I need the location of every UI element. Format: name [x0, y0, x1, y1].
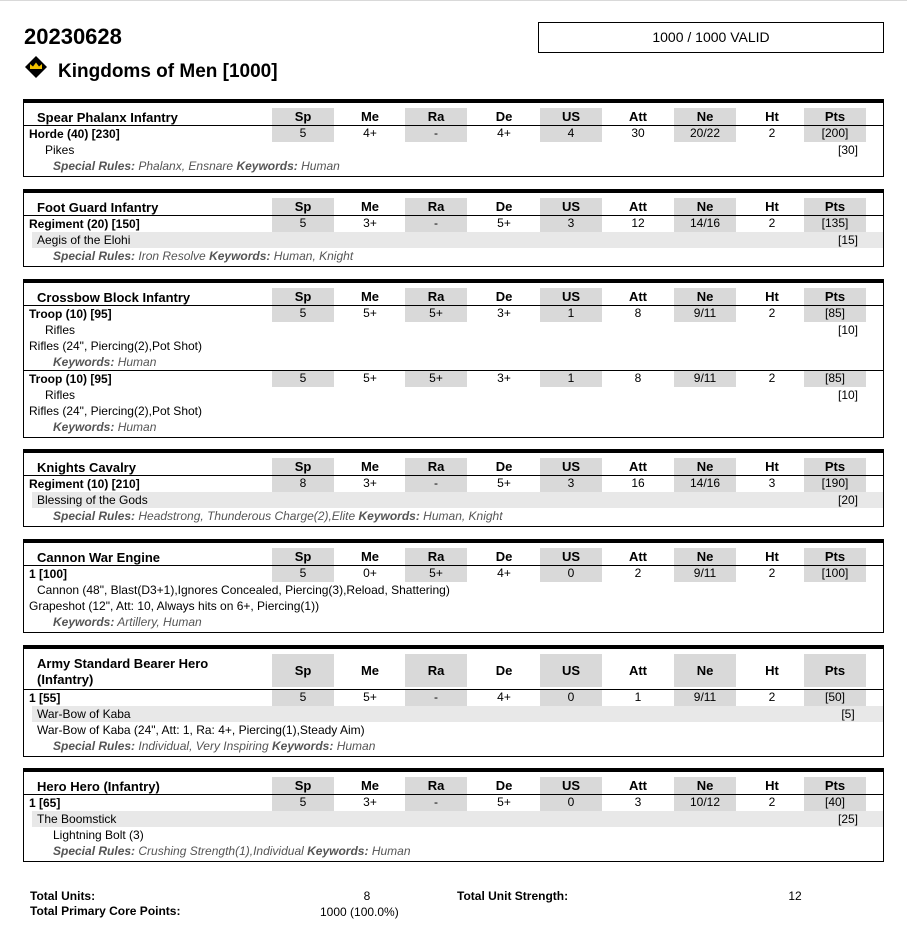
- stat-header: Att: [628, 289, 648, 304]
- keywords-label: Keywords:: [53, 615, 115, 629]
- stat-value: -: [405, 476, 467, 492]
- stat-value: [85]: [804, 371, 866, 387]
- stat-header: Ra: [405, 458, 467, 475]
- unit-name: Knights Cavalry: [37, 460, 136, 475]
- keywords-text: Human: [114, 355, 157, 369]
- upgrade-points: [25]: [837, 812, 858, 826]
- stat-value: 12: [631, 216, 645, 230]
- upgrade-text: Lightning Bolt (3): [53, 828, 144, 842]
- stat-header: Pts: [804, 108, 866, 125]
- stat-header: Pts: [804, 288, 866, 305]
- stat-header: US: [540, 548, 602, 565]
- stat-header: Me: [360, 663, 380, 678]
- special-rules-label: Special Rules:: [53, 509, 136, 523]
- stat-value: [40]: [804, 795, 866, 811]
- unit-header: [24, 543, 883, 565]
- troop-label: Troop (10) [95]: [29, 372, 112, 386]
- stat-value: 2: [768, 795, 776, 809]
- stat-header: Ra: [405, 654, 467, 687]
- stat-header: Me: [360, 199, 380, 214]
- unit-bottom-padding: [24, 524, 883, 526]
- total-unit-strength-value: 12: [788, 889, 802, 903]
- stat-header: Ne: [674, 108, 736, 125]
- upgrade-text: Rifles (24", Piercing(2),Pot Shot): [29, 339, 202, 353]
- top-rule: [0, 0, 907, 1]
- stat-header: Me: [360, 778, 380, 793]
- stat-value: 0: [540, 566, 602, 582]
- stat-value: 5+: [405, 566, 467, 582]
- stat-value: 2: [768, 371, 776, 385]
- rules-keywords-text: [53, 843, 411, 859]
- troop-label: 1 [55]: [29, 691, 61, 705]
- stat-value: -: [405, 216, 467, 232]
- troop-label: 1 [100]: [29, 567, 68, 581]
- total-unit-strength-label: Total Unit Strength:: [457, 889, 569, 903]
- upgrade-points: [30]: [837, 143, 858, 157]
- unit-bottom-padding: [24, 859, 883, 861]
- rules-keywords-line: [24, 843, 883, 859]
- unit-header: [24, 649, 883, 689]
- stat-header: Ra: [405, 777, 467, 794]
- stat-value: 5+: [497, 216, 511, 230]
- upgrade-line: [32, 811, 883, 827]
- stat-value: 3: [768, 476, 776, 490]
- stat-header: US: [540, 777, 602, 794]
- stat-value: 0+: [363, 566, 377, 580]
- unit-block: [23, 279, 884, 438]
- stat-header: Ne: [674, 288, 736, 305]
- troop-row: [24, 215, 883, 232]
- stat-value: 3: [540, 216, 602, 232]
- stat-header: Att: [628, 459, 648, 474]
- keywords-label: Keywords:: [358, 509, 420, 523]
- unit-name: Hero Hero (Infantry): [37, 779, 160, 794]
- stat-header: Att: [628, 663, 648, 678]
- unit-header: [24, 283, 883, 305]
- special-rules-text: Crushing Strength(1),Individual: [135, 844, 308, 858]
- keywords-text: Human, Knight: [270, 249, 354, 263]
- special-rules-label: Special Rules:: [53, 844, 136, 858]
- unit-name: Cannon War Engine: [37, 550, 161, 565]
- total-primary-core-value: 1000 (100.0%): [320, 905, 399, 919]
- special-rules-text: Individual, Very Inspiring: [135, 739, 272, 753]
- unit-bottom-padding: [24, 754, 883, 756]
- army-name: Kingdoms of Men [1000]: [58, 61, 278, 82]
- stat-value: 2: [768, 566, 776, 580]
- upgrade-line: [32, 492, 883, 508]
- unit-block: [23, 645, 884, 757]
- stat-header: Me: [360, 459, 380, 474]
- upgrade-text: Rifles: [45, 323, 76, 337]
- stat-value: 3+: [497, 306, 511, 320]
- rules-keywords-line: [24, 158, 883, 174]
- stat-header: Sp: [272, 548, 334, 565]
- upgrade-line: [24, 827, 883, 843]
- upgrade-line: [24, 338, 883, 354]
- stat-value: 4+: [497, 126, 511, 140]
- troop-label: Regiment (20) [150]: [29, 217, 140, 231]
- stat-value: 30: [631, 126, 645, 140]
- upgrade-text: Grapeshot (12", Att: 10, Always hits on 6+, Piercing(1)): [29, 599, 320, 613]
- stat-value: -: [405, 795, 467, 811]
- rules-keywords-line: [24, 248, 883, 264]
- stat-value: [200]: [804, 126, 866, 142]
- stat-header: Sp: [272, 198, 334, 215]
- rules-keywords-text: [53, 419, 156, 435]
- special-rules-text: Phalanx, Ensnare: [135, 159, 237, 173]
- special-rules-label: Special Rules:: [53, 159, 136, 173]
- stat-value: 5: [272, 566, 334, 582]
- troop-row: [24, 475, 883, 492]
- keywords-text: Human: [297, 159, 340, 173]
- army-header: [24, 56, 278, 88]
- stat-value: [100]: [804, 566, 866, 582]
- stat-header: Att: [628, 549, 648, 564]
- stat-value: [135]: [804, 216, 866, 232]
- unit-block: [23, 99, 884, 177]
- stat-header: Ne: [674, 548, 736, 565]
- stat-header: Sp: [272, 108, 334, 125]
- stat-value: 9/11: [674, 371, 736, 387]
- keywords-text: Human: [333, 739, 376, 753]
- stat-value: 16: [631, 476, 645, 490]
- unit-header: [24, 772, 883, 794]
- upgrade-points: [10]: [837, 323, 858, 337]
- stat-header: Pts: [804, 198, 866, 215]
- unit-block: [23, 189, 884, 267]
- rules-keywords-line: [24, 419, 883, 435]
- stat-header: Pts: [804, 777, 866, 794]
- stat-header: US: [540, 458, 602, 475]
- stat-header: Sp: [272, 777, 334, 794]
- stat-value: 9/11: [674, 690, 736, 706]
- unit-name: Army Standard Bearer Hero (Infantry): [37, 656, 209, 687]
- stat-header: Ra: [405, 108, 467, 125]
- keywords-label: Keywords:: [236, 159, 298, 173]
- rules-keywords-line: [24, 614, 883, 630]
- upgrade-line: [24, 582, 883, 598]
- upgrade-text: The Boomstick: [37, 812, 117, 826]
- upgrade-line: [24, 722, 883, 738]
- unit-block: [23, 449, 884, 527]
- stat-value: 3+: [363, 216, 377, 230]
- stat-header: Ra: [405, 548, 467, 565]
- stat-value: 8: [634, 371, 642, 385]
- rules-keywords-text: [53, 158, 340, 174]
- stat-header: US: [540, 198, 602, 215]
- stat-value: 2: [634, 566, 642, 580]
- upgrade-line: [24, 322, 883, 338]
- stat-value: 2: [768, 126, 776, 140]
- unit-header: [24, 193, 883, 215]
- stat-header: Att: [628, 109, 648, 124]
- stat-value: 5: [272, 690, 334, 706]
- stat-value: 4+: [363, 126, 377, 140]
- stat-header: Ht: [765, 199, 779, 214]
- stat-header: Ra: [405, 288, 467, 305]
- upgrade-text: Rifles (24", Piercing(2),Pot Shot): [29, 404, 202, 418]
- stat-value: 2: [768, 690, 776, 704]
- unit-header: [24, 453, 883, 475]
- stat-header: Ht: [765, 663, 779, 678]
- stat-header: De: [495, 459, 513, 474]
- troop-row: [24, 125, 883, 142]
- stat-header: US: [540, 654, 602, 687]
- stat-value: [190]: [804, 476, 866, 492]
- stat-value: 2: [768, 306, 776, 320]
- stat-header: Pts: [804, 548, 866, 565]
- stat-header: De: [495, 778, 513, 793]
- stat-value: 3+: [363, 795, 377, 809]
- stat-value: [50]: [804, 690, 866, 706]
- list-title: 20230628: [24, 24, 122, 49]
- points-validity-box: 1000 / 1000 VALID: [538, 22, 884, 53]
- rules-keywords-text: [53, 354, 156, 370]
- unit-header: [24, 103, 883, 125]
- upgrade-text: Aegis of the Elohi: [37, 233, 131, 247]
- special-rules-label: Special Rules:: [53, 249, 136, 263]
- stat-value: 5+: [405, 306, 467, 322]
- upgrade-points: [5]: [841, 707, 855, 721]
- upgrade-text: War-Bow of Kaba: [37, 707, 131, 721]
- upgrade-text: Pikes: [45, 143, 75, 157]
- keywords-label: Keywords:: [53, 355, 115, 369]
- rules-keywords-text: [53, 248, 353, 264]
- stat-header: Att: [628, 199, 648, 214]
- stat-header: Ht: [765, 778, 779, 793]
- special-rules-label: Special Rules:: [53, 739, 136, 753]
- special-rules-text: Iron Resolve: [135, 249, 210, 263]
- stat-header: Ht: [765, 459, 779, 474]
- unit-bottom-padding: [24, 174, 883, 176]
- stat-header: Ht: [765, 289, 779, 304]
- stat-header: US: [540, 108, 602, 125]
- troop-row: [24, 565, 883, 582]
- stat-header: Ne: [674, 654, 736, 687]
- stat-value: 5+: [363, 306, 377, 320]
- keywords-label: Keywords:: [53, 420, 115, 434]
- stat-header: Sp: [272, 654, 334, 687]
- rules-keywords-line: [24, 738, 883, 754]
- stat-value: 3: [540, 476, 602, 492]
- upgrade-line: [32, 706, 883, 722]
- stat-value: 20/22: [674, 126, 736, 142]
- stat-value: 4+: [497, 690, 511, 704]
- stat-value: 0: [540, 795, 602, 811]
- stat-header: Pts: [804, 458, 866, 475]
- stat-header: Att: [628, 778, 648, 793]
- rules-keywords-line: [24, 354, 883, 370]
- stat-value: 5+: [405, 371, 467, 387]
- stat-header: Me: [360, 549, 380, 564]
- upgrade-line: [24, 598, 883, 614]
- crown-diamond-icon: [24, 55, 48, 79]
- unit-block: [23, 539, 884, 633]
- troop-label: 1 [65]: [29, 796, 61, 810]
- stat-value: 14/16: [674, 476, 736, 492]
- keywords-text: Artillery, Human: [114, 615, 202, 629]
- stat-value: 8: [272, 476, 334, 492]
- stat-value: 3: [634, 795, 642, 809]
- stat-header: Ne: [674, 458, 736, 475]
- stat-value: 2: [768, 216, 776, 230]
- upgrade-points: [10]: [837, 388, 858, 402]
- stat-value: 5: [272, 126, 334, 142]
- stat-value: 9/11: [674, 306, 736, 322]
- upgrade-points: [15]: [837, 233, 858, 247]
- stat-value: 8: [634, 306, 642, 320]
- stat-value: 4+: [497, 566, 511, 580]
- stat-value: 5+: [363, 690, 377, 704]
- upgrade-line: [32, 232, 883, 248]
- upgrade-line: [24, 387, 883, 403]
- stat-value: [85]: [804, 306, 866, 322]
- stat-value: 4: [540, 126, 602, 142]
- keywords-label: Keywords:: [272, 739, 334, 753]
- upgrade-line: [24, 403, 883, 419]
- stat-value: 14/16: [674, 216, 736, 232]
- stat-value: 3+: [497, 371, 511, 385]
- stat-header: Ne: [674, 777, 736, 794]
- stat-value: 9/11: [674, 566, 736, 582]
- stat-header: De: [495, 289, 513, 304]
- unit-name: Foot Guard Infantry: [37, 200, 159, 215]
- stat-value: -: [405, 690, 467, 706]
- troop-label: Regiment (10) [210]: [29, 477, 140, 491]
- upgrade-points: [20]: [837, 493, 858, 507]
- troop-label: Horde (40) [230]: [29, 127, 120, 141]
- unit-name: Crossbow Block Infantry: [37, 290, 191, 305]
- upgrade-text: Blessing of the Gods: [37, 493, 148, 507]
- rules-keywords-line: [24, 508, 883, 524]
- keywords-text: Human: [114, 420, 157, 434]
- stat-value: 5: [272, 216, 334, 232]
- keywords-label: Keywords:: [307, 844, 369, 858]
- stat-header: De: [495, 549, 513, 564]
- stat-value: 5+: [363, 371, 377, 385]
- keywords-text: Human: [368, 844, 411, 858]
- rules-keywords-text: [53, 738, 375, 754]
- total-primary-core-label: Total Primary Core Points:: [30, 904, 181, 918]
- total-units-value: 8: [363, 889, 371, 903]
- unit-block: [23, 768, 884, 862]
- rules-keywords-text: [53, 614, 202, 630]
- stat-header: Ht: [765, 549, 779, 564]
- unit-bottom-padding: [24, 630, 883, 632]
- troop-row: [24, 689, 883, 706]
- stat-header: Ra: [405, 198, 467, 215]
- stat-value: 1: [540, 306, 602, 322]
- stat-header: Ne: [674, 198, 736, 215]
- stat-value: 5+: [497, 476, 511, 490]
- unit-name: Spear Phalanx Infantry: [37, 110, 178, 125]
- stat-value: 1: [634, 690, 642, 704]
- upgrade-text: War-Bow of Kaba (24", Att: 1, Ra: 4+, Piercing(1),Steady Aim): [37, 723, 365, 737]
- stat-value: 0: [540, 690, 602, 706]
- troop-row: [24, 794, 883, 811]
- stat-header: De: [495, 199, 513, 214]
- stat-header: Pts: [804, 654, 866, 687]
- special-rules-text: Headstrong, Thunderous Charge(2),Elite: [135, 509, 359, 523]
- stat-value: 5: [272, 795, 334, 811]
- keywords-text: Human, Knight: [419, 509, 503, 523]
- stat-value: 1: [540, 371, 602, 387]
- stat-header: De: [495, 663, 513, 678]
- upgrade-line: [24, 142, 883, 158]
- stat-value: -: [405, 126, 467, 142]
- stat-header: Sp: [272, 288, 334, 305]
- unit-bottom-padding: [24, 264, 883, 266]
- rules-keywords-text: [53, 508, 503, 524]
- stat-value: 10/12: [674, 795, 736, 811]
- stat-value: 5+: [497, 795, 511, 809]
- stat-header: Ht: [765, 109, 779, 124]
- troop-label: Troop (10) [95]: [29, 307, 112, 321]
- upgrade-text: Cannon (48", Blast(D3+1),Ignores Concealed, Piercing(3),Reload, Shattering): [37, 583, 450, 597]
- stat-header: US: [540, 288, 602, 305]
- total-units-label: Total Units:: [30, 889, 96, 903]
- stat-header: Me: [360, 289, 380, 304]
- troop-row: [24, 305, 883, 322]
- stat-value: 3+: [363, 476, 377, 490]
- stat-header: De: [495, 109, 513, 124]
- stat-header: Sp: [272, 458, 334, 475]
- stat-value: 5: [272, 306, 334, 322]
- unit-bottom-padding: [24, 435, 883, 437]
- troop-row: [24, 370, 883, 387]
- stat-header: Me: [360, 109, 380, 124]
- keywords-label: Keywords:: [209, 249, 271, 263]
- upgrade-text: Rifles: [45, 388, 76, 402]
- stat-value: 5: [272, 371, 334, 387]
